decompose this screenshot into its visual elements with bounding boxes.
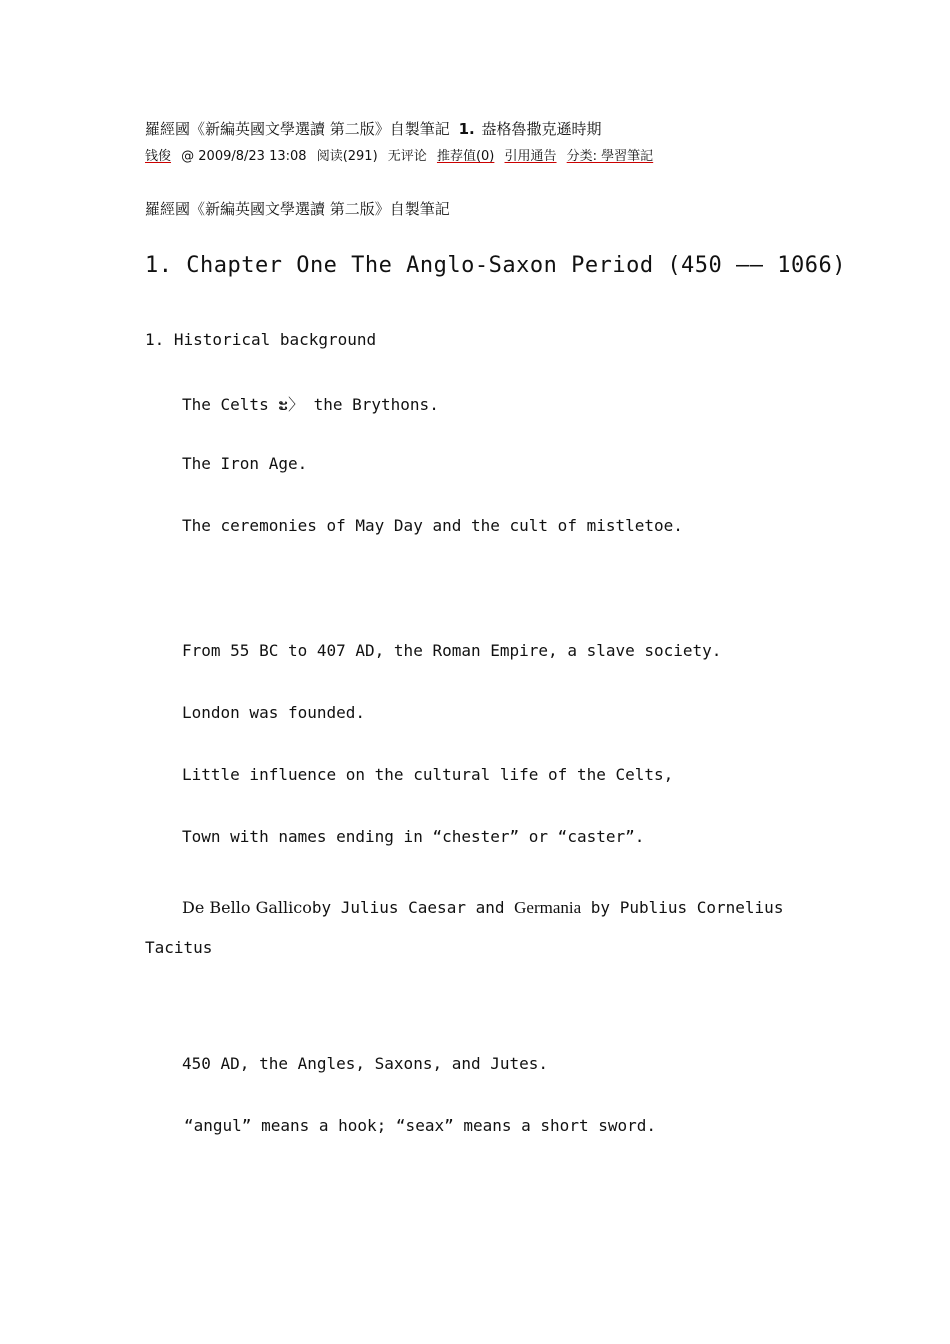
author-link[interactable]: 钱俊 [145, 149, 172, 164]
post-title-number: 1. [458, 120, 475, 138]
post-datetime: @ 2009/8/23 13:08 [181, 149, 307, 164]
post-title-suffix: 盎格魯撒克遜時期 [481, 120, 602, 138]
paragraph-etymology: “angul” means a hook; “seax” means a short sword. [184, 1116, 657, 1135]
read-count: 阅读(291) [316, 149, 378, 164]
paragraph-celts: The Celts ະ〉 the Brythons. [182, 395, 439, 414]
paragraph-influence: Little influence on the cultural life of the Celts, [182, 765, 674, 784]
document-subtitle: 羅經國《新編英國文學選讀 第二版》自製筆記 [145, 200, 450, 218]
paragraph-roman-empire: From 55 BC to 407 AD, the Roman Empire, a slave society. [182, 641, 722, 660]
paragraph-sources [145, 888, 822, 968]
paragraph-ceremonies: The ceremonies of May Day and the cult of mistletoe. [182, 516, 683, 535]
book-title-germania: Germania [514, 898, 582, 917]
recommend-link[interactable]: 推荐值(0) [436, 149, 495, 164]
chapter-heading: 1. Chapter One The Anglo-Saxon Period (450 —— 1066) [145, 253, 847, 278]
paragraph-town-names: Town with names ending in “chester” or “caster”. [182, 827, 645, 846]
source-text-wrap: Tacitus [145, 938, 213, 957]
paragraph-tribes: 450 AD, the Angles, Saxons, and Jutes. [182, 1054, 549, 1073]
book-title-gallico: De Bello Gallico [182, 898, 312, 917]
trackback-link[interactable]: 引用通告 [504, 149, 557, 164]
paragraph-london: London was founded. [182, 703, 366, 722]
section-heading: 1. Historical background [145, 330, 377, 349]
paragraph-iron-age: The Iron Age. [182, 454, 308, 473]
source-text-caesar: by Julius Caesar and [311, 898, 515, 917]
post-title [145, 118, 602, 139]
comment-status: 无评论 [387, 149, 427, 164]
post-meta [145, 145, 659, 164]
post-title-prefix: 羅經國《新編英國文學選讀 第二版》自製筆記 [145, 120, 450, 138]
category-link[interactable]: 分类: 學習筆記 [566, 149, 654, 164]
source-text-tacitus: by Publius Cornelius [581, 898, 784, 917]
